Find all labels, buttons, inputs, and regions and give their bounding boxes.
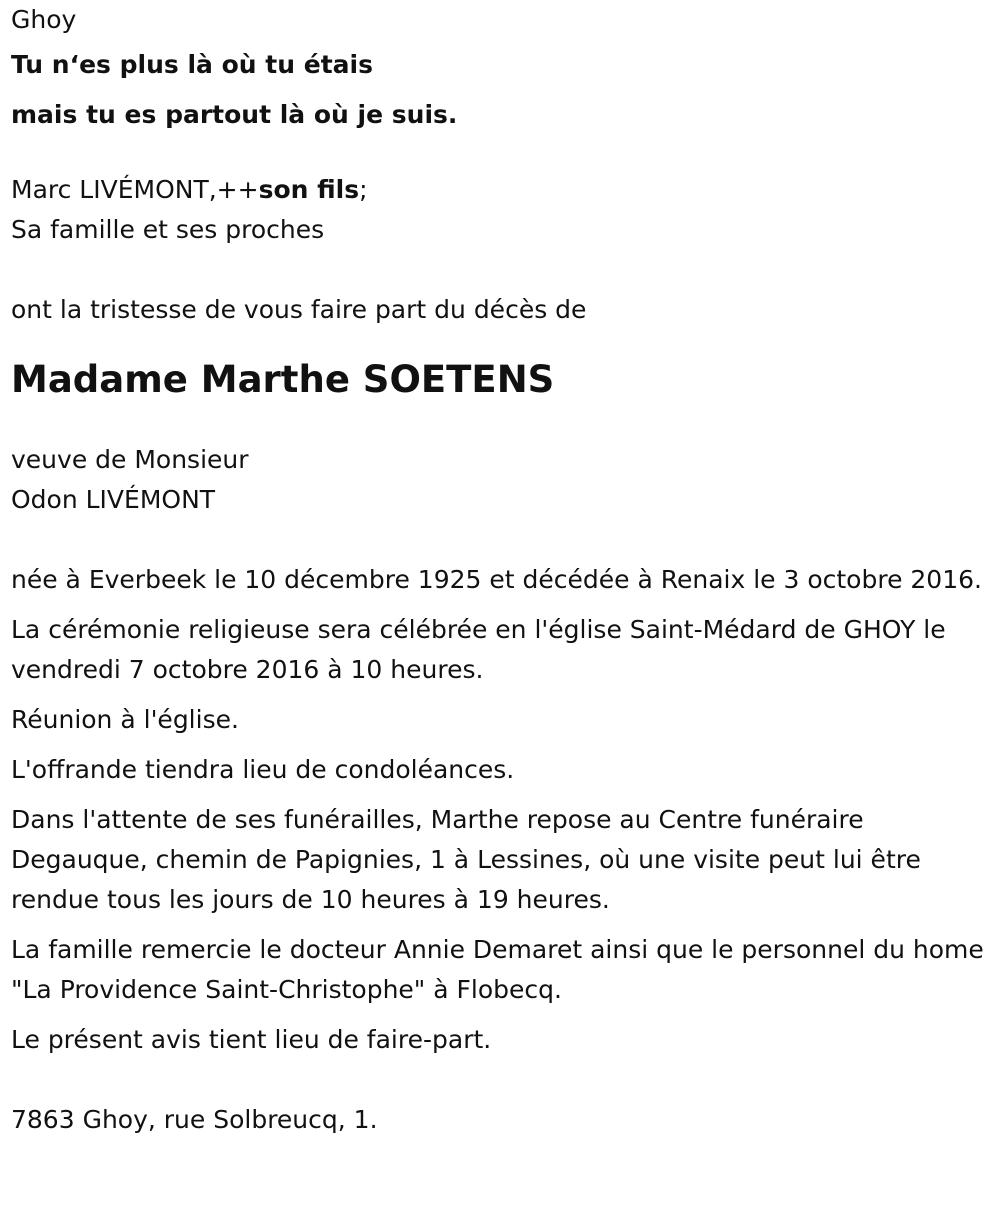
funeral-home-paragraph: Dans l'attente de ses funérailles, Marthe repose au Centre funéraire Degauque, chemin de Papignies, 1 à Lessines, où une visite peut lui être rendue tous les jours de 10 heures à 19 heures. (11, 805, 921, 914)
family-others: Sa famille et ses proches (11, 215, 325, 244)
meeting-paragraph: Réunion à l'église. (11, 705, 239, 734)
son-punctuation: ; (359, 175, 368, 204)
birth-death-paragraph: née à Everbeek le 10 décembre 1925 et décédée à Renaix le 3 octobre 2016. (11, 565, 982, 594)
family-son-line (11, 170, 986, 210)
son-name: Marc LIVÉMONT,++ (11, 175, 259, 204)
place-heading: Ghoy (11, 5, 77, 34)
offering-paragraph: L'offrande tiendra lieu de condoléances. (11, 755, 515, 784)
quote-line-1: Tu n‘es plus là où tu étais (11, 50, 373, 79)
ceremony-paragraph: La cérémonie religieuse sera célébrée en l'église Saint-Médard de GHOY le vendredi 7 octobre 2016 à 10 heures. (11, 615, 946, 684)
announcement-text: ont la tristesse de vous faire part du décès de (11, 295, 587, 324)
deceased-name: Madame Marthe SOETENS (11, 358, 555, 401)
thanks-paragraph: La famille remercie le docteur Annie Demaret ainsi que le personnel du home "La Providence Saint-Christophe" à Flobecq. (11, 935, 984, 1004)
address-line: 7863 Ghoy, rue Solbreucq, 1. (11, 1105, 378, 1134)
obituary-notice (11, 0, 986, 1140)
quote-line-2: mais tu es partout là où je suis. (11, 100, 458, 129)
widow-of-line-1: veuve de Monsieur (11, 445, 249, 474)
son-role: son fils (258, 175, 360, 204)
notice-paragraph: Le présent avis tient lieu de faire-part. (11, 1025, 492, 1054)
widow-of-line-2: Odon LIVÉMONT (11, 485, 216, 514)
